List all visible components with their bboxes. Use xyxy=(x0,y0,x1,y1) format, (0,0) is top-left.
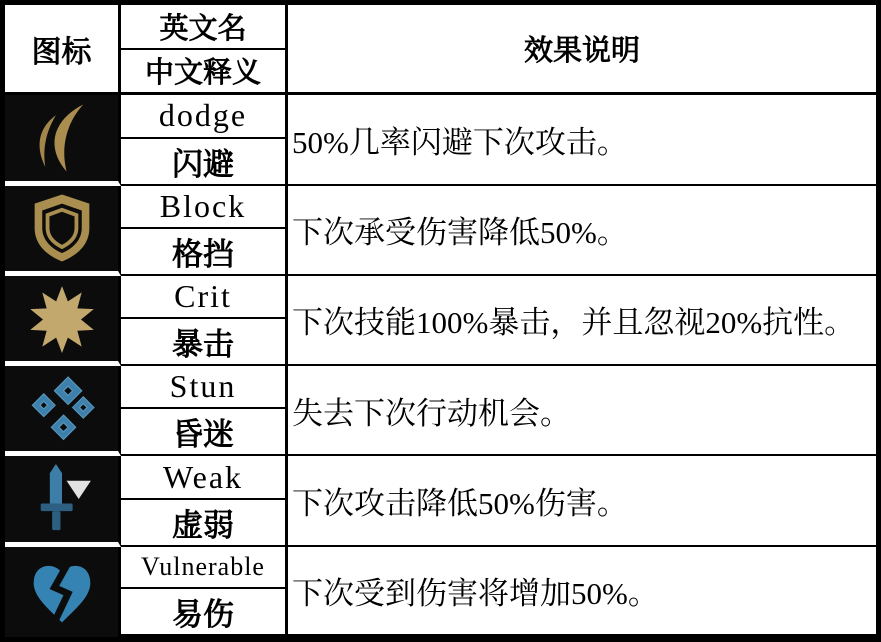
dodge-icon-cell xyxy=(5,95,121,185)
weak-icon-cell xyxy=(5,456,121,546)
weak-icon xyxy=(24,461,100,537)
effect-description: 下次技能100%暴击，并且忽视20%抗性。 xyxy=(288,276,876,366)
chinese-name: 暴击 xyxy=(172,327,234,363)
effect-description: 50%几率闪避下次攻击。 xyxy=(288,95,876,185)
name-cell-vulnerable xyxy=(121,547,288,637)
english-name: Crit xyxy=(121,276,285,319)
english-name: Vulnerable xyxy=(121,547,285,589)
crit-icon-cell xyxy=(5,276,121,366)
chinese-name: 闪避 xyxy=(172,146,234,182)
block-icon xyxy=(24,190,100,266)
stun-icon-cell xyxy=(5,366,121,456)
name-cell-dodge xyxy=(121,95,288,185)
header-effect-column: 效果说明 xyxy=(288,5,876,95)
chinese-name: 昏迷 xyxy=(172,417,234,453)
stun-icon xyxy=(24,371,100,447)
name-cell-crit xyxy=(121,276,288,366)
header-icon-column: 图标 xyxy=(5,5,121,95)
effect-description: 下次受到伤害将增加50%。 xyxy=(288,547,876,637)
name-cell-stun xyxy=(121,366,288,456)
vulnerable-icon-cell xyxy=(5,547,121,637)
name-cell-weak xyxy=(121,456,288,546)
chinese-name: 易伤 xyxy=(172,596,234,632)
effect-description: 失去下次行动机会。 xyxy=(288,366,876,456)
english-name: Weak xyxy=(121,456,285,499)
dodge-icon xyxy=(24,100,100,176)
header-chinese-meaning: 中文释义 xyxy=(144,57,261,90)
chinese-name: 格挡 xyxy=(172,236,234,272)
effect-description: 下次攻击降低50%伤害。 xyxy=(288,456,876,546)
block-icon-cell xyxy=(5,186,121,276)
effect-description: 下次承受伤害降低50%。 xyxy=(288,186,876,276)
chinese-name: 虚弱 xyxy=(172,507,234,543)
vulnerable-icon xyxy=(24,554,100,630)
header-english-name: 英文名 xyxy=(121,5,285,50)
english-name: Stun xyxy=(121,366,285,409)
crit-icon xyxy=(24,280,100,356)
english-name: dodge xyxy=(121,95,285,138)
header-name-column xyxy=(121,5,288,95)
name-cell-block xyxy=(121,186,288,276)
english-name: Block xyxy=(121,186,285,229)
